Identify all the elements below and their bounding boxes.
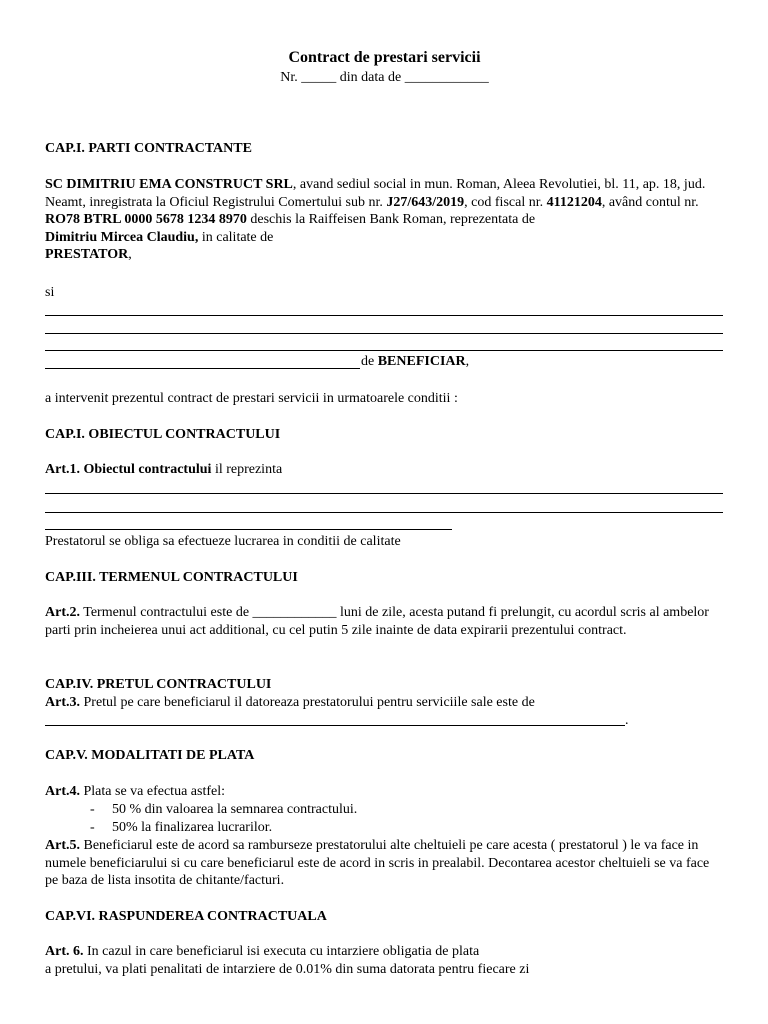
prestator-paragraph: SC DIMITRIU EMA CONSTRUCT SRL, avand sediul social in mun. Roman, Aleea Revolutiei, bl. 11, ap. 18, jud. Neamt, inregistrata la Oficiul Registrului Comertului sub nr. J27/643/2019, cod fiscal nr. 41121204, având contul nr. RO78 BTRL 0000 5678 1234 8970 deschis la Raiffeisen Bank Roman, reprezentata de Dimitriu Mircea Claudiu, in calitate de PRESTATOR, — [45, 177, 706, 262]
section-heading-parti: CAP.I. PARTI CONTRACTANTE — [45, 141, 252, 156]
section-heading-obiect: CAP.I. OBIECTUL CONTRACTULUI — [45, 427, 281, 442]
beneficiar-label: de BENEFICIAR, — [361, 354, 470, 369]
bank-account: RO78 BTRL 0000 5678 1234 8970 — [45, 212, 247, 227]
quality-clause: Prestatorul se obliga sa efectueze lucrarea in conditii de calitate — [45, 534, 401, 549]
blank-line-beneficiar-2 — [45, 333, 723, 334]
section-heading-raspundere: CAP.VI. RASPUNDEREA CONTRACTUALA — [45, 909, 327, 924]
article-6: Art. 6. In cazul in care beneficiarul isi executa cu intarziere obligatia de plata a pretului, va plati penalitati de intarziere de 0.01% din suma datorata pentru fiecare zi — [45, 944, 530, 977]
intro-paragraph: a intervenit prezentul contract de prestari servicii in urmatoarele conditii : — [45, 391, 458, 406]
registration-number: J27/643/2019 — [386, 194, 465, 210]
list-item: - 50 % din valoarea la semnarea contractului. — [90, 802, 358, 817]
blank-line-pret — [45, 725, 625, 726]
blank-line-beneficiar-4 — [45, 368, 360, 369]
section-heading-plata: CAP.V. MODALITATI DE PLATA — [45, 748, 255, 763]
prestator-name: SC DIMITRIU EMA CONSTRUCT SRL — [45, 177, 293, 192]
blank-line-beneficiar-3 — [45, 350, 723, 351]
article-1: Art.1. Obiectul contractului il reprezinta — [45, 462, 283, 477]
blank-line-obiect-2 — [45, 512, 723, 513]
section-heading-pret: CAP.IV. PRETUL CONTRACTULUI — [45, 677, 272, 692]
fiscal-code: 41121204 — [546, 194, 602, 210]
article-4: Art.4. Plata se va efectua astfel: — [45, 784, 225, 799]
representative-name: Dimitriu Mircea Claudiu, — [45, 229, 199, 245]
article-5: Art.5. Beneficiarul este de acord sa ramburseze prestatorului alte cheltuieli pe care acesta ( prestatorul ) le va face in numele beneficiarului si cu care beneficiarul este de acord in scris in prealabil. Decontarea acestor cheltuieli se va face pe baza de lista insotita de chitante/facturi. — [45, 838, 710, 888]
document-title: Contract de prestari servicii — [288, 49, 481, 66]
article-3: Art.3. Pretul pe care beneficiarul il datoreaza prestatorului pentru serviciile sale este de — [45, 695, 535, 710]
blank-line-obiect-3 — [45, 529, 452, 530]
contract-number-line: Nr. _____ din data de ____________ — [280, 70, 489, 85]
si-conjunction: si — [45, 285, 55, 300]
blank-line-beneficiar-1 — [45, 315, 723, 316]
blank-line-obiect-1 — [45, 493, 723, 494]
article-2: Art.2. Termenul contractului este de ____________ luni de zile, acesta putand fi prelungit, cu acordul scris al ambelor parti prin incheierea unui act additional, cu cel putin 5 zile inainte de data expirarii prezentului contract. — [45, 605, 709, 638]
beneficiar-role: BENEFICIAR — [377, 354, 466, 369]
list-item: - 50% la finalizarea lucrarilor. — [90, 820, 273, 835]
section-heading-termen: CAP.III. TERMENUL CONTRACTULUI — [45, 570, 298, 585]
price-line-end: . — [625, 713, 629, 728]
prestator-role: PRESTATOR — [45, 247, 129, 262]
